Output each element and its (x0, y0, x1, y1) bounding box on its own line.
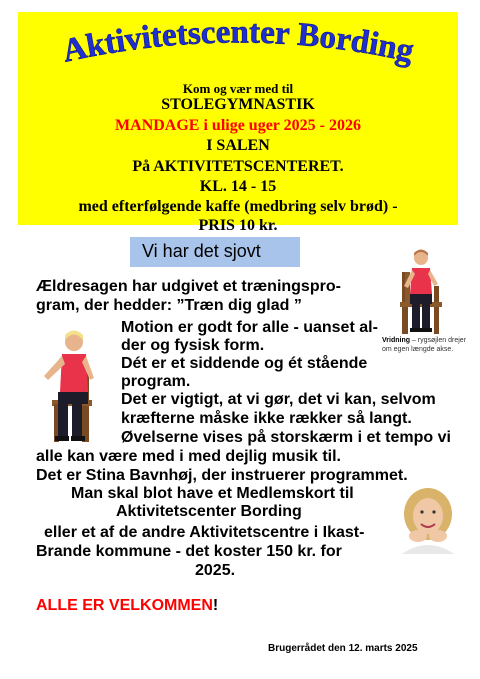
body-line: Det er vigtigt, at vi gør, det vi kan, selvom (121, 391, 436, 408)
body-line: alle kan være med i med dejlig musik til. (36, 448, 341, 465)
body-line: program. (121, 373, 191, 390)
body-line: Motion er godt for alle - uanset al- (121, 319, 378, 336)
location-line: I SALEN (206, 137, 270, 154)
caption-text: – rygsøjlen drejer om egen længde akse. (382, 337, 467, 353)
header-box (18, 12, 458, 234)
body-line: Ældresagen har udgivet et træningspro- (36, 278, 341, 295)
price-line: PRIS 10 kr. (198, 217, 278, 234)
schedule-line: MANDAGE i ulige uger 2025 - 2026 (115, 117, 361, 134)
activity-name: STOLEGYMNASTIK (161, 96, 315, 113)
fun-banner (130, 237, 300, 267)
twist-exercise-photo (388, 246, 456, 336)
photo-caption (382, 336, 472, 354)
body-line: gram, der hedder: ”Træn dig glad ” (36, 297, 302, 314)
time-line: KL. 14 - 15 (199, 178, 277, 195)
body-line: der og fysisk form. (121, 337, 265, 354)
invite-line: Kom og vær med til (182, 81, 294, 96)
title-graphic (18, 12, 458, 82)
body-line: Dét er et siddende og ét stående (121, 355, 368, 372)
footer-signature: Brugerrådet den 12. marts 2025 (268, 643, 418, 654)
venue-line: På AKTIVITETSCENTERET. (132, 158, 344, 175)
body-line: Aktivitetscenter Bording (116, 503, 302, 520)
body-line: eller et af de andre Aktivitetscentre i Ikast- (44, 524, 365, 541)
body-line: Det er Stina Bavnhøj, der instruerer programmet. (36, 467, 408, 484)
welcome-text: ALLE ER VELKOMMEN (36, 597, 213, 614)
body-line: 2025. (195, 562, 236, 579)
instructor-portrait-photo (388, 484, 468, 554)
banner-text: Vi har det sjovt (142, 241, 261, 261)
body-line: Brande kommune - det koster 150 kr. for (36, 543, 342, 560)
page-title: Aktivitetscenter Bording (59, 14, 417, 70)
welcome-exclamation: ! (212, 597, 219, 614)
body-line: kræfterne måske ikke rækker så langt. (121, 410, 412, 427)
caption-bold: Vridning (382, 337, 410, 344)
seated-exercise-photo (38, 326, 110, 444)
coffee-line: med efterfølgende kaffe (medbring selv brød) - (78, 198, 398, 215)
body-line: Man skal blot have et Medlemskort til (71, 485, 354, 502)
welcome-message (36, 597, 218, 615)
body-line: Øvelserne vises på storskærm i et tempo vi (121, 429, 451, 446)
